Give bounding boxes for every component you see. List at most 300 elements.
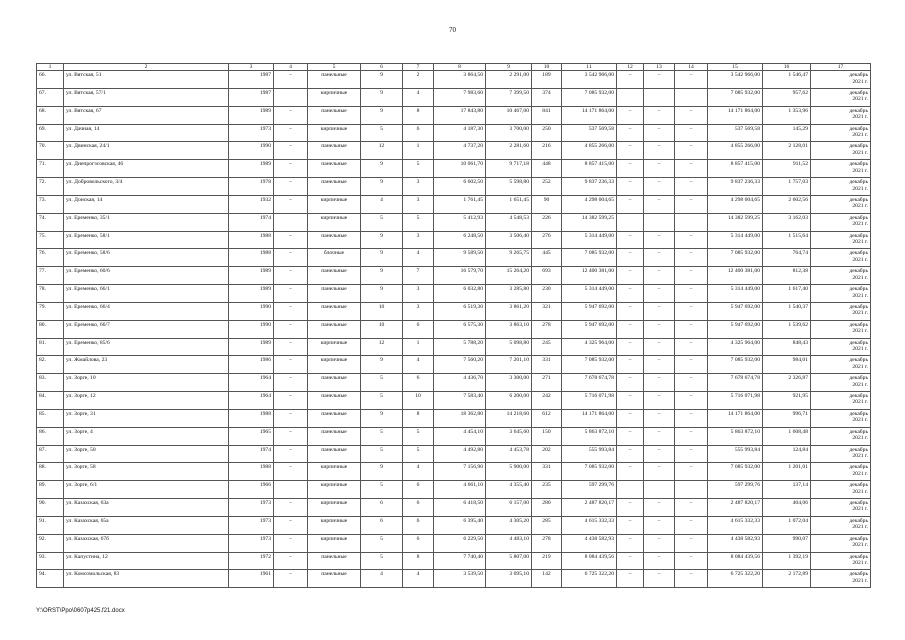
table-cell: – xyxy=(274,534,308,552)
table-cell: – xyxy=(675,409,708,427)
table-cell: – xyxy=(675,427,708,445)
table-cell: 2 172,89 xyxy=(763,570,811,588)
table-cell xyxy=(675,88,708,106)
table-cell: 91. xyxy=(37,516,64,534)
table-cell: 7 085 932,00 xyxy=(708,88,763,106)
table-cell: 9 xyxy=(361,106,403,124)
table-cell: 189 xyxy=(532,71,562,89)
table-cell: панельные xyxy=(308,178,361,196)
table-cell: кирпичные xyxy=(308,534,361,552)
table-cell: – xyxy=(617,142,644,160)
table-cell: – xyxy=(644,338,675,356)
table-cell: – xyxy=(644,178,675,196)
table-cell: 4 355,40 xyxy=(486,481,532,499)
column-number: 3 xyxy=(229,64,274,71)
table-cell: 4 438 582,93 xyxy=(708,534,763,552)
table-cell: – xyxy=(274,195,308,213)
completion-year: 2021 г. xyxy=(852,203,868,210)
completion-date-cell xyxy=(811,124,871,142)
table-cell: 14 382 599,25 xyxy=(708,213,763,231)
table-cell: 1989 xyxy=(229,106,274,124)
table-cell: 18 362,80 xyxy=(434,409,486,427)
table-row xyxy=(37,195,871,213)
table-cell: 90. xyxy=(37,499,64,517)
table-cell: 2 487 820,17 xyxy=(562,499,617,517)
table-cell: – xyxy=(274,231,308,249)
table-cell: 4 492,80 xyxy=(434,445,486,463)
table-cell: 83. xyxy=(37,374,64,392)
completion-year: 2021 г. xyxy=(852,78,868,85)
table-cell: панельные xyxy=(308,552,361,570)
table-cell: – xyxy=(644,552,675,570)
table-cell: 150 xyxy=(532,427,562,445)
table-cell: 124,84 xyxy=(763,445,811,463)
table-cell: 537 569,58 xyxy=(708,124,763,142)
table-cell: 612 xyxy=(532,409,562,427)
table-cell: 5 314 449,00 xyxy=(708,285,763,303)
table-cell: 1 546,47 xyxy=(763,71,811,89)
table-cell xyxy=(644,88,675,106)
table-cell: 1988 xyxy=(229,409,274,427)
table-cell: 331 xyxy=(532,356,562,374)
table-cell: 245 xyxy=(532,338,562,356)
completion-month: декабрь xyxy=(849,232,868,239)
table-cell: 4 483,10 xyxy=(486,534,532,552)
table-cell: 8 xyxy=(403,106,434,124)
table-cell: – xyxy=(675,516,708,534)
table-cell: – xyxy=(675,178,708,196)
table-cell: 219 xyxy=(532,552,562,570)
table-cell: 4 325 964,00 xyxy=(562,338,617,356)
completion-year: 2021 г. xyxy=(852,559,868,566)
column-number: 10 xyxy=(532,64,562,71)
table-cell: 6 xyxy=(403,124,434,142)
table-cell: – xyxy=(274,392,308,410)
completion-year: 2021 г. xyxy=(852,114,868,121)
table-cell: – xyxy=(644,463,675,481)
table-cell: 10 467,00 xyxy=(486,106,532,124)
completion-date-cell xyxy=(811,356,871,374)
table-cell: 4 xyxy=(403,356,434,374)
table-cell: – xyxy=(274,285,308,303)
table-cell xyxy=(617,481,644,499)
completion-year: 2021 г. xyxy=(852,345,868,352)
table-cell: ул. Еременко, 66/4 xyxy=(64,302,229,320)
table-cell: – xyxy=(617,374,644,392)
table-row xyxy=(37,249,871,267)
table-cell: кирпичные xyxy=(308,338,361,356)
table-cell: 76. xyxy=(37,249,64,267)
table-cell: панельные xyxy=(308,231,361,249)
table-cell: 4 325 964,00 xyxy=(708,338,763,356)
table-cell: 1 353,96 xyxy=(763,106,811,124)
table-cell: 445 xyxy=(532,249,562,267)
table-cell: 1 539,62 xyxy=(763,320,811,338)
table-cell: – xyxy=(617,302,644,320)
completion-month: декабрь xyxy=(849,143,868,150)
table-cell: ул. Днепрогэсовская, 46 xyxy=(64,160,229,178)
table-cell: кирпичные xyxy=(308,88,361,106)
table-cell: 7 678 674,78 xyxy=(708,374,763,392)
table-cell: 2 xyxy=(403,71,434,89)
table-cell: – xyxy=(274,499,308,517)
table-cell: 271 xyxy=(532,374,562,392)
table-cell: 841 xyxy=(532,106,562,124)
table-cell: 75. xyxy=(37,231,64,249)
table-cell: – xyxy=(617,124,644,142)
table-cell: 70. xyxy=(37,142,64,160)
table-row xyxy=(37,481,871,499)
completion-month: декабрь xyxy=(849,107,868,114)
table-cell: 9 265,75 xyxy=(486,249,532,267)
table-cell: ул. Донская, 14 xyxy=(64,195,229,213)
table-cell: 1973 xyxy=(229,499,274,517)
completion-month: декабрь xyxy=(849,303,868,310)
completion-date-cell xyxy=(811,71,871,89)
table-cell: 4 xyxy=(403,249,434,267)
table-cell: 280 xyxy=(532,499,562,517)
table-row xyxy=(37,427,871,445)
table-cell: – xyxy=(274,178,308,196)
table-cell: ул. Комсомольская, 83 xyxy=(64,570,229,588)
table-cell xyxy=(675,213,708,231)
table-cell: ул. Еременко, 60/6 xyxy=(64,267,229,285)
table-cell: – xyxy=(675,320,708,338)
table-cell: 5 807,00 xyxy=(486,552,532,570)
table-row xyxy=(37,552,871,570)
table-cell: 8 xyxy=(403,409,434,427)
completion-year: 2021 г. xyxy=(852,524,868,531)
table-row xyxy=(37,267,871,285)
table-cell: 14 171 864,00 xyxy=(708,409,763,427)
table-cell: 1 540,37 xyxy=(763,302,811,320)
table-row xyxy=(37,445,871,463)
table-row xyxy=(37,338,871,356)
table-cell: 5 598,80 xyxy=(486,178,532,196)
table-cell: 812,38 xyxy=(763,267,811,285)
table-cell: 555 993,84 xyxy=(708,445,763,463)
table-cell: 7 201,10 xyxy=(486,356,532,374)
table-cell: – xyxy=(644,249,675,267)
table-cell: 235 xyxy=(532,481,562,499)
table-cell: – xyxy=(617,178,644,196)
table-cell: кирпичные xyxy=(308,124,361,142)
table-cell: 3 285,80 xyxy=(486,285,532,303)
column-number: 6 xyxy=(361,64,403,71)
table-cell: – xyxy=(644,427,675,445)
table-cell: 81. xyxy=(37,338,64,356)
table-cell: – xyxy=(274,552,308,570)
table-cell: 5 xyxy=(361,374,403,392)
table-cell: – xyxy=(617,552,644,570)
completion-year: 2021 г. xyxy=(852,221,868,228)
table-cell: – xyxy=(675,71,708,89)
table-cell: 5 xyxy=(403,213,434,231)
table-cell: 1 757,03 xyxy=(763,178,811,196)
table-cell: 1978 xyxy=(229,178,274,196)
table-cell: 921,95 xyxy=(763,392,811,410)
table-cell: 8 084 439,56 xyxy=(562,552,617,570)
table-cell: 4 187,30 xyxy=(434,124,486,142)
table-cell: 5 xyxy=(403,427,434,445)
completion-month: декабрь xyxy=(849,571,868,578)
table-cell: 6 157,00 xyxy=(486,499,532,517)
table-cell: 94. xyxy=(37,570,64,588)
table-cell: 9 xyxy=(361,267,403,285)
table-cell: 16 579,70 xyxy=(434,267,486,285)
table-cell: 6 xyxy=(361,499,403,517)
completion-year: 2021 г. xyxy=(852,399,868,406)
table-cell: – xyxy=(274,570,308,588)
completion-year: 2021 г. xyxy=(852,577,868,584)
table-cell: – xyxy=(274,516,308,534)
table-cell: 71. xyxy=(37,160,64,178)
table-cell: 142 xyxy=(532,570,562,588)
table-cell: 230 xyxy=(532,285,562,303)
table-cell: 6 602,50 xyxy=(434,178,486,196)
table-cell: панельные xyxy=(308,320,361,338)
table-cell: 1990 xyxy=(229,320,274,338)
table-cell: 5 314 449,00 xyxy=(708,231,763,249)
table-cell: 14 171 864,00 xyxy=(562,106,617,124)
table-cell: 555 993,84 xyxy=(562,445,617,463)
column-number: 9 xyxy=(486,64,532,71)
table-cell: 9 837 236,33 xyxy=(708,178,763,196)
table-cell: 14 382 599,25 xyxy=(562,213,617,231)
column-number: 17 xyxy=(811,64,871,71)
table-cell: 1964 xyxy=(229,374,274,392)
table-cell: 6 395,40 xyxy=(434,516,486,534)
table-cell: ул. Еременко, 66/7 xyxy=(64,320,229,338)
table-cell: 4 737,20 xyxy=(434,142,486,160)
table-cell: ул. Дачная, 14 xyxy=(64,124,229,142)
table-cell: 4 298 004,65 xyxy=(562,195,617,213)
table-cell: 4 661,10 xyxy=(434,481,486,499)
table-cell: – xyxy=(617,570,644,588)
table-cell: 3 xyxy=(403,285,434,303)
table-cell: 5 xyxy=(361,427,403,445)
table-cell: 3 506,40 xyxy=(486,231,532,249)
completion-date-cell xyxy=(811,285,871,303)
table-row xyxy=(37,409,871,427)
table-cell: 693 xyxy=(532,267,562,285)
table-cell: 7 085 932,00 xyxy=(562,88,617,106)
completion-year: 2021 г. xyxy=(852,542,868,549)
table-cell: 9 xyxy=(361,88,403,106)
table-cell: 6 xyxy=(403,320,434,338)
completion-date-cell xyxy=(811,213,871,231)
completion-month: декабрь xyxy=(849,482,868,489)
table-cell xyxy=(675,481,708,499)
completion-month: декабрь xyxy=(849,500,868,507)
completion-date-cell xyxy=(811,374,871,392)
table-cell: – xyxy=(617,231,644,249)
table-cell: – xyxy=(274,71,308,89)
table-cell: 3 xyxy=(403,195,434,213)
table-cell: панельные xyxy=(308,160,361,178)
table-cell: 9 xyxy=(361,356,403,374)
table-cell: 7 085 932,00 xyxy=(708,249,763,267)
table-cell: 15 264,20 xyxy=(486,267,532,285)
table-cell: 1 072,04 xyxy=(763,516,811,534)
table-cell: кирпичные xyxy=(308,516,361,534)
table-cell: – xyxy=(675,445,708,463)
table-cell: – xyxy=(675,267,708,285)
table-cell: 74. xyxy=(37,213,64,231)
column-number: 14 xyxy=(675,64,708,71)
completion-month: декабрь xyxy=(849,393,868,400)
completion-month: декабрь xyxy=(849,321,868,328)
table-cell: – xyxy=(675,392,708,410)
completion-date-cell xyxy=(811,463,871,481)
completion-date-cell xyxy=(811,534,871,552)
table-cell: 321 xyxy=(532,302,562,320)
table-cell: 1932 xyxy=(229,195,274,213)
table-cell: – xyxy=(644,534,675,552)
column-number: 11 xyxy=(562,64,617,71)
column-number: 4 xyxy=(274,64,308,71)
table-cell: 1974 xyxy=(229,213,274,231)
completion-date-cell xyxy=(811,552,871,570)
file-path-footer: Y:\ORST\Ppo\0607p425.f21.docx xyxy=(36,608,125,614)
completion-date-cell xyxy=(811,338,871,356)
completion-month: декабрь xyxy=(849,375,868,382)
completion-year: 2021 г. xyxy=(852,256,868,263)
completion-year: 2021 г. xyxy=(852,506,868,513)
completion-year: 2021 г. xyxy=(852,96,868,103)
table-cell: 278 xyxy=(532,320,562,338)
table-cell: 10 061,70 xyxy=(434,160,486,178)
table-cell: – xyxy=(274,356,308,374)
table-cell: 226 xyxy=(532,213,562,231)
table-cell: 3 645,60 xyxy=(486,427,532,445)
table-cell: – xyxy=(644,356,675,374)
completion-year: 2021 г. xyxy=(852,185,868,192)
table-cell: – xyxy=(644,374,675,392)
table-cell: – xyxy=(617,267,644,285)
table-cell: – xyxy=(617,160,644,178)
table-cell: 80. xyxy=(37,320,64,338)
table-cell: 4 438 582,93 xyxy=(562,534,617,552)
table-cell: 4 548,53 xyxy=(486,213,532,231)
table-cell: 137,14 xyxy=(763,481,811,499)
table-cell: 5 788,20 xyxy=(434,338,486,356)
table-cell: 216 xyxy=(532,142,562,160)
table-cell: 4 855 266,00 xyxy=(562,142,617,160)
table-cell: 5 716 071,98 xyxy=(562,392,617,410)
table-cell: – xyxy=(274,409,308,427)
table-cell: 1990 xyxy=(229,142,274,160)
table-row xyxy=(37,160,871,178)
table-cell: 4 453,78 xyxy=(486,445,532,463)
table-row xyxy=(37,374,871,392)
table-cell: панельные xyxy=(308,267,361,285)
table-cell: 2 487 820,17 xyxy=(708,499,763,517)
table-cell: 1973 xyxy=(229,516,274,534)
table-row xyxy=(37,570,871,588)
completion-month: декабрь xyxy=(849,179,868,186)
table-cell: 1 201,01 xyxy=(763,463,811,481)
table-cell: ул. Зорге, 6/1 xyxy=(64,481,229,499)
table-cell: – xyxy=(617,516,644,534)
table-row xyxy=(37,320,871,338)
column-number: 5 xyxy=(308,64,361,71)
table-cell: 957,62 xyxy=(763,88,811,106)
table-cell: – xyxy=(644,285,675,303)
table-cell: – xyxy=(617,195,644,213)
table-cell: 4 xyxy=(361,195,403,213)
table-cell: – xyxy=(274,427,308,445)
table-cell xyxy=(274,88,308,106)
table-cell: 5 xyxy=(361,552,403,570)
table-cell: 1 608,48 xyxy=(763,427,811,445)
table-cell: ул. Капустина, 12 xyxy=(64,552,229,570)
table-cell: 1987 xyxy=(229,71,274,89)
table-cell: – xyxy=(675,106,708,124)
column-number: 15 xyxy=(708,64,763,71)
table-cell: 79. xyxy=(37,302,64,320)
table-cell: 4 454,10 xyxy=(434,427,486,445)
completion-year: 2021 г. xyxy=(852,488,868,495)
table-cell: 67. xyxy=(37,88,64,106)
completion-date-cell xyxy=(811,195,871,213)
table-cell: – xyxy=(675,302,708,320)
table-cell: ул. Вятская, 67 xyxy=(64,106,229,124)
table-cell: 5 xyxy=(403,445,434,463)
table-cell: ул. Еременко, 58/6 xyxy=(64,249,229,267)
table-cell: 2 602,56 xyxy=(763,195,811,213)
completion-date-cell xyxy=(811,231,871,249)
table-cell: ул. Зорге, 31 xyxy=(64,409,229,427)
table-cell: 92. xyxy=(37,534,64,552)
table-cell: 3 xyxy=(403,178,434,196)
table-cell: 9 837 236,33 xyxy=(562,178,617,196)
table-cell: 5 863 872,10 xyxy=(708,427,763,445)
table-cell: панельные xyxy=(308,106,361,124)
table-cell: 6 519,30 xyxy=(434,302,486,320)
table-cell: 9 xyxy=(361,409,403,427)
table-cell: 7 085 932,00 xyxy=(562,356,617,374)
table-cell: 3 xyxy=(403,231,434,249)
table-cell: 12 400 381,00 xyxy=(708,267,763,285)
table-cell: – xyxy=(675,231,708,249)
table-cell: 9 xyxy=(361,231,403,249)
table-cell: 448 xyxy=(532,160,562,178)
table-row xyxy=(37,302,871,320)
table-cell: – xyxy=(617,534,644,552)
table-cell: 7 740,40 xyxy=(434,552,486,570)
table-cell: 5 xyxy=(403,160,434,178)
table-cell: 1 xyxy=(403,338,434,356)
table-cell: – xyxy=(675,285,708,303)
table-cell: 6 200,00 xyxy=(486,392,532,410)
table-cell: 6 xyxy=(403,516,434,534)
table-cell: 6 xyxy=(403,481,434,499)
table-row xyxy=(37,356,871,374)
completion-month: декабрь xyxy=(849,72,868,79)
completion-month: декабрь xyxy=(849,125,868,132)
table-cell: 89. xyxy=(37,481,64,499)
table-cell: 14 218,60 xyxy=(486,409,532,427)
table-cell: 5 xyxy=(361,392,403,410)
table-cell: 7 399,50 xyxy=(486,88,532,106)
table-cell: – xyxy=(644,392,675,410)
table-cell: 5 xyxy=(361,213,403,231)
table-cell xyxy=(644,213,675,231)
table-cell: 1 515,64 xyxy=(763,231,811,249)
completion-year: 2021 г. xyxy=(852,417,868,424)
table-cell: 996,71 xyxy=(763,409,811,427)
